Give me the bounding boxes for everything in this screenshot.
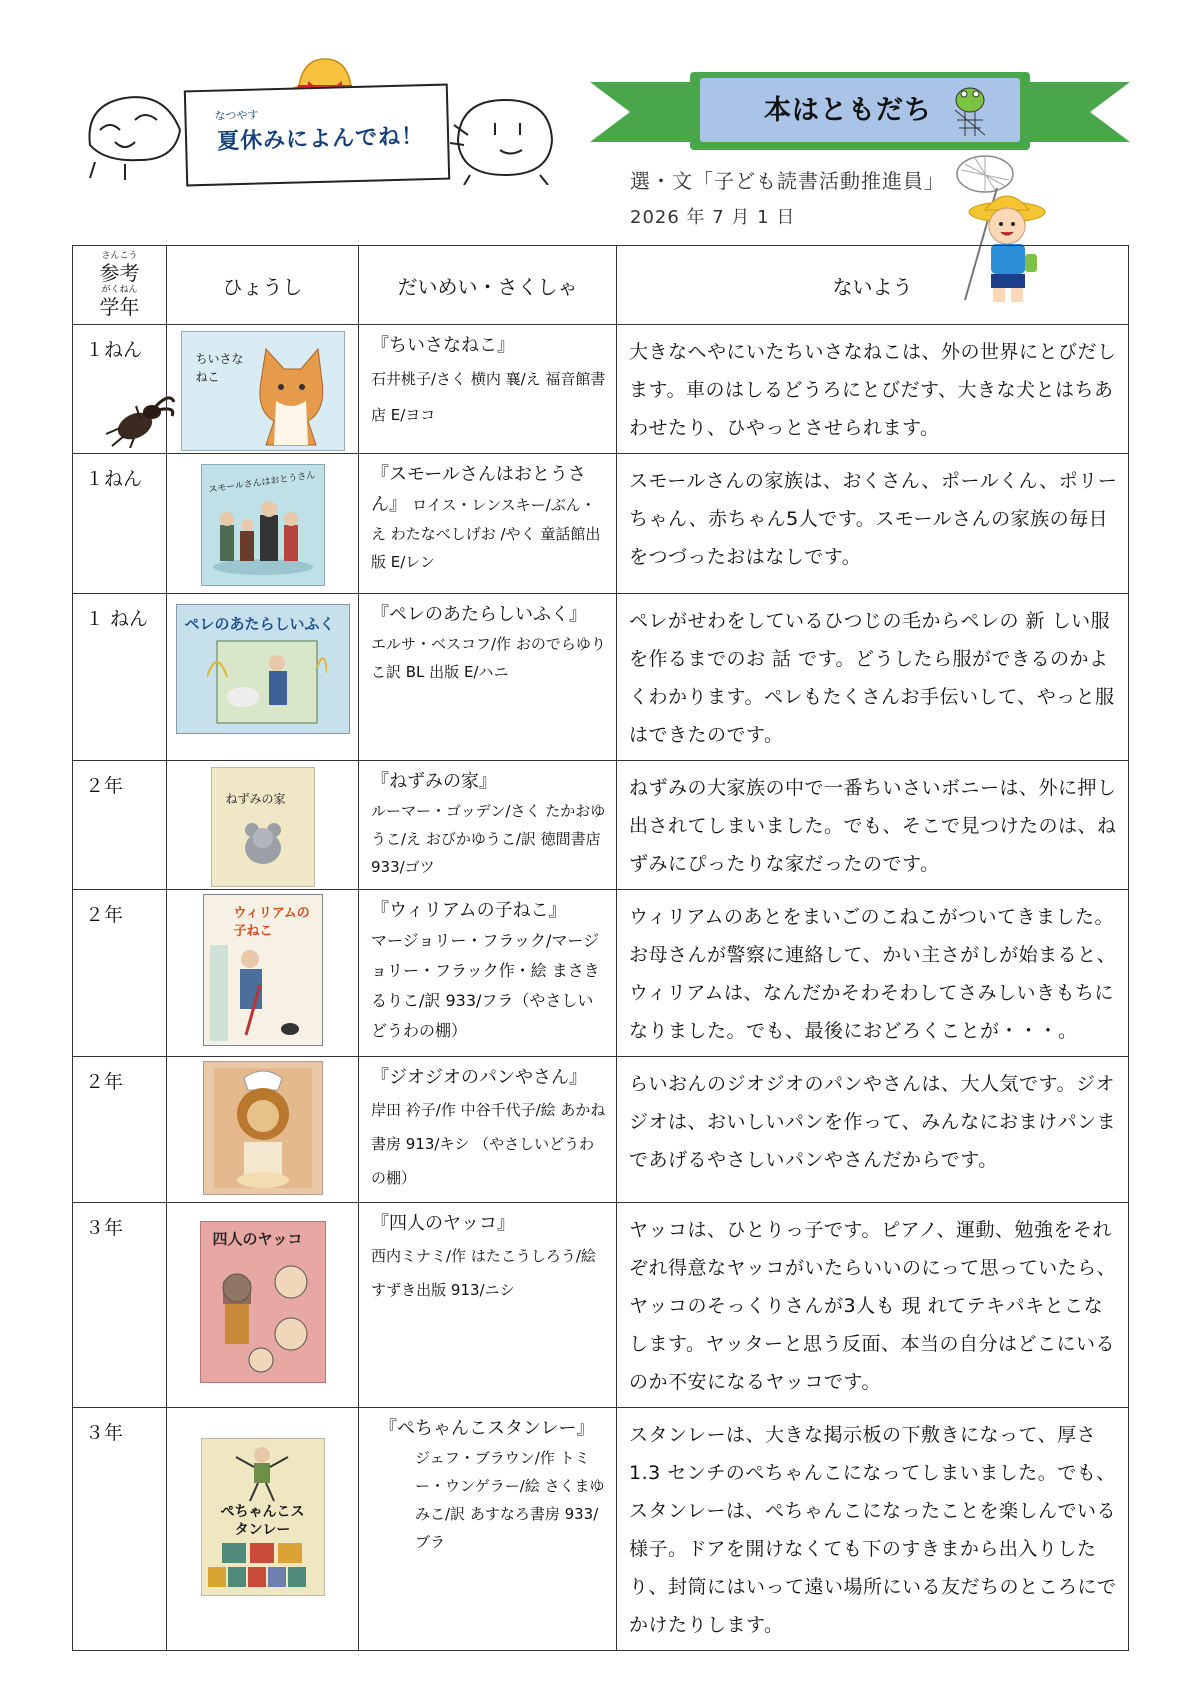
table-row [73, 1408, 1129, 1651]
book-cover-image [203, 1061, 323, 1195]
description-cell: スモールさんの家族は、おくさん、ポールくん、ポリーちゃん、赤ちゃん5人です。スモールさんの家族の毎日をつづったおはなしです。 [617, 454, 1129, 594]
book-author: ルーマー・ゴッデン/さく たかおゆうこ/え おびかゆうこ/訳 徳間書店 933/ゴツ [371, 802, 606, 876]
header-content: ないよう [617, 246, 1129, 325]
header-grade-bottom: 学年 [99, 295, 140, 319]
cover-cell [167, 454, 359, 594]
banner-title: 夏休みによんでね！ [216, 124, 425, 155]
boy-and-kitten-illustration [210, 945, 316, 1041]
book-cover-image [181, 331, 345, 451]
description-cell: 大きなへやにいたちいさなねこは、外の世界にとびだします。車のはしるどうろにとびだす、大きな犬とはちあわせたり、ひやっとさせられます。 [617, 325, 1129, 454]
book-title: 『スモールさんはおとうさん』 [371, 464, 586, 515]
book-title: 『四人のヤッコ』 [371, 1213, 515, 1234]
four-girls-illustration [207, 1252, 319, 1378]
table-row [73, 454, 1129, 594]
description-cell: スタンレーは、大きな掲示板の下敷きになって、厚さ1.3 センチのぺちゃんこになってしまいました。でも、スタンレーは、ぺちゃんこになったことを楽しんでいる様子。ドアを開けなくても下のすきまから出入りしたり、封筒にはいって遠い場所にいる友だちのところにでかけたりします。 [617, 1408, 1129, 1651]
cover-cell [167, 325, 359, 454]
mouse-illustration [232, 812, 294, 872]
credit-text: 選・文「子ども読書活動推進員」 [630, 169, 945, 193]
table-header-row [73, 246, 1129, 325]
description-cell: ペレがせわをしているひつじの毛からペレの 新 しい服を作るまでのお 話 です。どうしたら服ができるのかよくわかります。ペレもたくさんお手伝いして、やっと服はできたのです。 [617, 594, 1129, 761]
description-cell: ねずみの大家族の中で一番ちいさいボニーは、外に押し出されてしまいました。でも、そこで見つけたのは、ねずみにぴったりな家だったのです。 [617, 761, 1129, 890]
page-header [0, 0, 1190, 240]
book-cover-image [201, 1438, 325, 1596]
issue-date: 2026 年 7 月 1 日 [630, 207, 796, 228]
cover-cell [167, 1057, 359, 1203]
title-cell [359, 761, 617, 890]
cover-title: ぺちゃんこスタンレー [220, 1504, 305, 1538]
cover-cell [167, 1408, 359, 1651]
title-cell [359, 454, 617, 594]
title-cell [359, 1057, 617, 1203]
table-row [73, 1203, 1129, 1408]
book-cover-image [203, 894, 323, 1046]
book-cover-image [200, 1221, 326, 1383]
header-title: だいめい・さくしゃ [359, 246, 617, 325]
cover-title: スモールさんはおとうさん [207, 470, 316, 496]
grade-cell: １ねん [73, 454, 167, 594]
book-title: 『ねずみの家』 [371, 771, 497, 792]
smiling-face-left-illustration [85, 90, 185, 180]
pele-illustration [207, 637, 327, 727]
header-grade-ruby-bottom: がくねん [101, 285, 138, 295]
header-cover: ひょうし [167, 246, 359, 325]
description-cell: ウィリアムのあとをまいごのこねこがついてきました。お母さんが警察に連絡して、かい主さがしが始まると、ウィリアムは、なんだかそわそわしてさみしいきもちになりました。でも、最後におどろくことが・・・。 [617, 890, 1129, 1057]
grade-cell: ３年 [73, 1408, 167, 1651]
book-author: ジェフ・ブラウン/作 トミー・ウンゲラー/絵 さくまゆみこ/訳 あすなろ書房 933/ブラ [415, 1449, 605, 1551]
book-list-table [72, 245, 1129, 1651]
cover-cell [167, 594, 359, 761]
table-row [73, 594, 1129, 761]
book-title: 『ジオジオのパンやさん』 [371, 1067, 587, 1088]
ribbon-title: 本はともだち [764, 95, 932, 126]
frog-with-net-icon [945, 80, 995, 140]
cat-illustration [246, 341, 336, 446]
book-cover-image [176, 604, 350, 734]
book-title: 『ちいさなねこ』 [371, 335, 515, 356]
book-author: ロイス・レンスキー/ぶん・え わたなべしげお /やく 童話館出版 E/レン [371, 496, 601, 571]
book-title: 『ペレのあたらしいふく』 [371, 604, 587, 625]
title-cell [359, 594, 617, 761]
book-title: 『ぺちゃんこスタンレー』 [379, 1418, 595, 1439]
cover-title: 四人のヤッコ [212, 1230, 303, 1248]
description-cell: らいおんのジオジオのパンやさんは、大人気です。ジオジオは、おいしいパンを作って、みんなにおまけパンまであげるやさしいパンやさんだからです。 [617, 1057, 1129, 1203]
book-cover-image [211, 767, 315, 887]
cover-cell [167, 890, 359, 1057]
book-author: エルサ・ベスコフ/作 おのでらゆりこ訳 BL 出版 E/ハニ [371, 635, 606, 681]
stanley-blocks-illustration [208, 1543, 318, 1591]
smiling-face-right-illustration [450, 95, 560, 185]
cover-cell [167, 761, 359, 890]
title-cell [359, 890, 617, 1057]
grade-cell: ２年 [73, 890, 167, 1057]
flat-stanley-illustration [222, 1443, 302, 1503]
description-cell: ヤッコは、ひとりっ子です。ピアノ、運動、勉強をそれぞれ得意なヤッコがいたらいいのにって思っていたら、ヤッコのそっくりさんが3人も 現 れてテキパキとこなします。ヤッターと思う反面、本当の自分はどこにいるのか不安になるヤッコです。 [617, 1203, 1129, 1408]
title-cell [359, 1203, 617, 1408]
cover-title: ちいさな ねこ [195, 352, 244, 384]
header-grade [73, 246, 167, 325]
header-grade-top: 参考 [99, 261, 140, 285]
grade-cell: ２年 [73, 1057, 167, 1203]
book-author: 岸田 衿子/作 中谷千代子/絵 あかね書房 913/キシ （やさしいどうわの棚） [371, 1101, 606, 1187]
cover-title: ねずみの家 [225, 792, 286, 806]
grade-cell: ３年 [73, 1203, 167, 1408]
table-row [73, 761, 1129, 890]
grade-cell: １ねん [73, 325, 167, 454]
cover-title: ウィリアムの子ねこ [233, 906, 310, 939]
family-illustration [210, 495, 316, 575]
table-row [73, 890, 1129, 1057]
title-cell [359, 1408, 617, 1651]
summer-banner [184, 84, 450, 187]
book-author: マージョリー・フラック/マージョリー・フラック作・絵 まさきるりこ/訳 933/フラ（やさしいどうわの棚） [371, 931, 600, 1040]
cover-title: ペレのあたらしいふく [184, 615, 335, 633]
book-author: 西内ミナミ/作 はたこうしろう/絵 すずき出版 913/ニシ [371, 1247, 596, 1299]
cover-cell [167, 1203, 359, 1408]
table-row [73, 1057, 1129, 1203]
header-grade-ruby-top: さんこう [101, 251, 138, 261]
book-title: 『ウィリアムの子ねこ』 [371, 900, 567, 921]
table-row [73, 325, 1129, 454]
grade-cell: １ ねん [73, 594, 167, 761]
banner-ruby: なつやす [214, 108, 259, 123]
title-cell [359, 325, 617, 454]
book-cover-image [201, 464, 325, 586]
lion-baker-illustration [214, 1068, 312, 1188]
grade-cell: ２年 [73, 761, 167, 890]
book-author: 石井桃子/さく 横内 襄/え 福音館書店 E/ヨコ [371, 370, 606, 424]
